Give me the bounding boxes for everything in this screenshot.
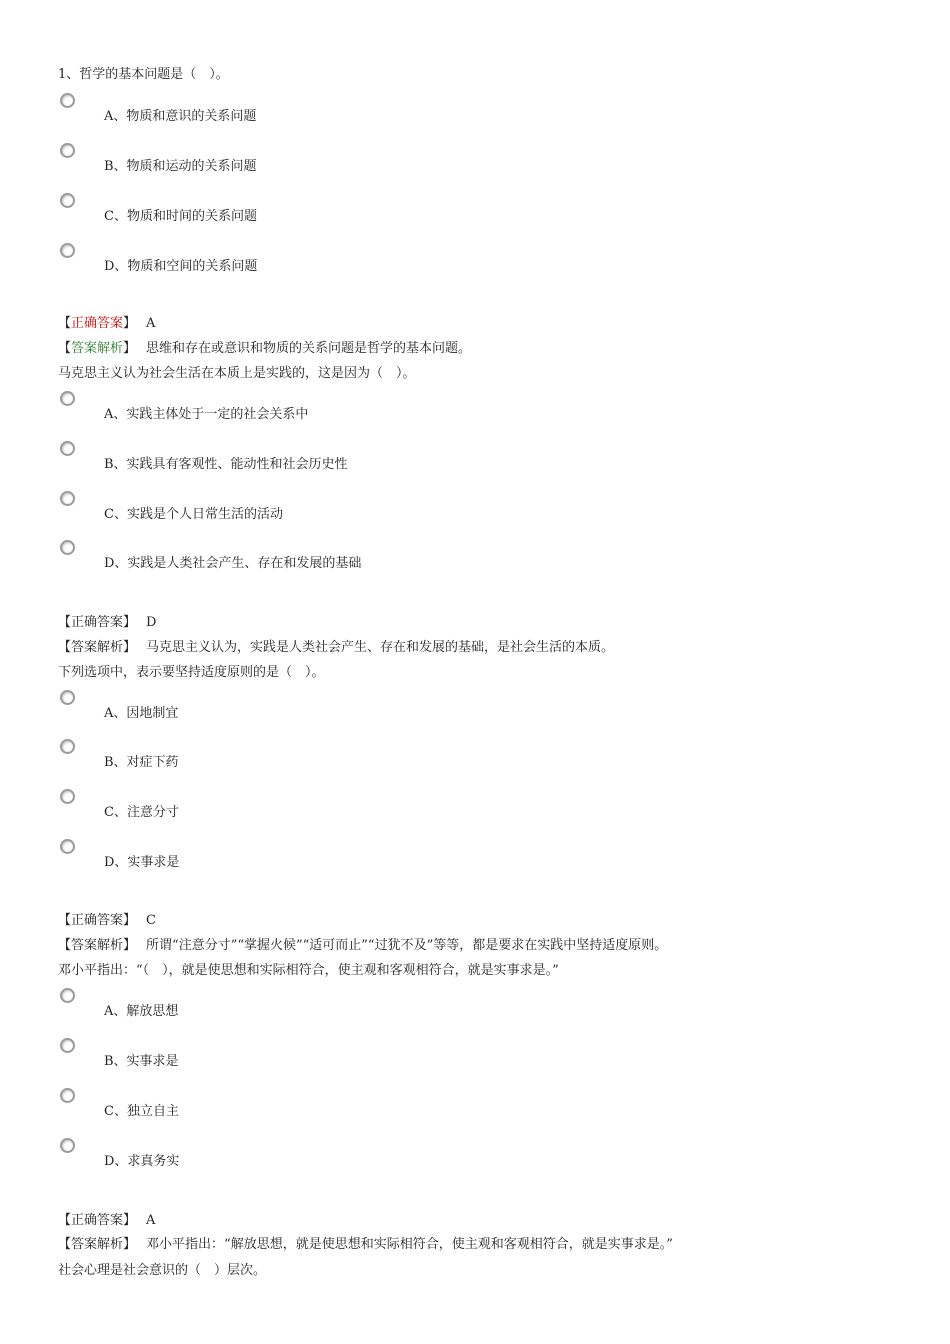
- answer-analysis-tag: 答案解析: [71, 640, 124, 655]
- option-d[interactable]: [58, 839, 758, 879]
- radio-button-icon[interactable]: [60, 193, 75, 208]
- option-c[interactable]: [58, 1088, 758, 1128]
- option-c[interactable]: [58, 491, 758, 531]
- correct-answer-tag: 正确答案: [71, 913, 124, 928]
- option-c[interactable]: [58, 789, 758, 829]
- option-label: C、独立自主: [104, 1104, 179, 1119]
- answer-analysis-tag: 答案解析: [71, 938, 124, 953]
- option-d[interactable]: [58, 540, 758, 580]
- option-label: A、解放思想: [104, 1004, 179, 1019]
- correct-answer-value: C: [146, 913, 156, 928]
- question-text: 1、哲学的基本问题是（ ）。: [58, 67, 229, 82]
- option-label: D、求真务实: [104, 1154, 180, 1169]
- answer-analysis-line: 【答案解析】 马克思主义认为，实践是人类社会产生、存在和发展的基础，是社会生活的本质。: [58, 640, 615, 655]
- radio-button-icon[interactable]: [60, 491, 75, 506]
- option-d[interactable]: [58, 1138, 758, 1178]
- radio-button-icon[interactable]: [60, 540, 75, 555]
- radio-button-icon[interactable]: [60, 739, 75, 754]
- answer-analysis-text: 所谓“注意分寸”“掌握火候”“适可而止”“过犹不及”等等，都是要求在实践中坚持适度原则。: [146, 938, 668, 953]
- radio-button-icon[interactable]: [60, 988, 75, 1003]
- question-text: 邓小平指出：“（ ），就是使思想和实际相符合，使主观和客观相符合，就是实事求是。”: [58, 963, 559, 978]
- radio-button-icon[interactable]: [60, 690, 75, 705]
- option-d[interactable]: [58, 243, 758, 283]
- correct-answer-tag: 正确答案: [71, 316, 124, 331]
- radio-button-icon[interactable]: [60, 143, 75, 158]
- correct-answer-value: A: [146, 316, 156, 331]
- option-a[interactable]: [58, 93, 758, 133]
- radio-button-icon[interactable]: [60, 441, 75, 456]
- option-b[interactable]: [58, 143, 758, 183]
- radio-button-icon[interactable]: [60, 789, 75, 804]
- answer-analysis-text: 思维和存在或意识和物质的关系问题是哲学的基本问题。: [146, 341, 472, 356]
- correct-answer-value: D: [146, 615, 157, 630]
- option-label: C、实践是个人日常生活的活动: [104, 507, 283, 522]
- radio-button-icon[interactable]: [60, 839, 75, 854]
- question-text: 马克思主义认为社会生活在本质上是实践的，这是因为（ ）。: [58, 366, 416, 381]
- correct-answer-line: 【正确答案】 A: [58, 316, 156, 331]
- answer-analysis-text: 马克思主义认为，实践是人类社会产生、存在和发展的基础，是社会生活的本质。: [146, 640, 615, 655]
- answer-analysis-tag: 答案解析: [71, 1237, 124, 1252]
- option-a[interactable]: [58, 690, 758, 730]
- option-label: B、实事求是: [104, 1054, 179, 1069]
- option-b[interactable]: [58, 739, 758, 779]
- option-b[interactable]: [58, 441, 758, 481]
- radio-button-icon[interactable]: [60, 1138, 75, 1153]
- option-label: D、物质和空间的关系问题: [104, 259, 258, 274]
- correct-answer-line: 【正确答案】 D: [58, 615, 157, 630]
- option-a[interactable]: [58, 988, 758, 1028]
- option-label: D、实事求是: [104, 855, 180, 870]
- option-a[interactable]: [58, 391, 758, 431]
- option-label: A、因地制宜: [104, 706, 179, 721]
- radio-button-icon[interactable]: [60, 93, 75, 108]
- question-text: 下列选项中，表示要坚持适度原则的是（ ）。: [58, 665, 325, 680]
- correct-answer-value: A: [146, 1213, 156, 1228]
- correct-answer-line: 【正确答案】 A: [58, 1213, 156, 1228]
- correct-answer-tag: 正确答案: [71, 1213, 124, 1228]
- option-label: C、注意分寸: [104, 805, 179, 820]
- answer-analysis-tag: 答案解析: [71, 341, 124, 356]
- radio-button-icon[interactable]: [60, 391, 75, 406]
- correct-answer-tag: 正确答案: [71, 615, 124, 630]
- option-label: C、物质和时间的关系问题: [104, 209, 257, 224]
- option-b[interactable]: [58, 1038, 758, 1078]
- question-text: 社会心理是社会意识的（ ）层次。: [58, 1263, 267, 1278]
- option-label: A、实践主体处于一定的社会关系中: [104, 407, 309, 422]
- option-label: B、实践具有客观性、能动性和社会历史性: [104, 457, 348, 472]
- answer-analysis-line: 【答案解析】 所谓“注意分寸”“掌握火候”“适可而止”“过犹不及”等等，都是要求在实践中坚持适度原则。: [58, 938, 668, 953]
- answer-analysis-line: 【答案解析】 邓小平指出：“解放思想，就是使思想和实际相符合，使主观和客观相符合，就是实事求是。”: [58, 1237, 673, 1252]
- radio-button-icon[interactable]: [60, 1038, 75, 1053]
- option-label: A、物质和意识的关系问题: [104, 109, 257, 124]
- option-label: D、实践是人类社会产生、存在和发展的基础: [104, 556, 362, 571]
- option-label: B、物质和运动的关系问题: [104, 159, 257, 174]
- option-c[interactable]: [58, 193, 758, 233]
- correct-answer-line: 【正确答案】 C: [58, 913, 156, 928]
- radio-button-icon[interactable]: [60, 243, 75, 258]
- answer-analysis-text: 邓小平指出：“解放思想，就是使思想和实际相符合，使主观和客观相符合，就是实事求是。”: [146, 1237, 673, 1252]
- option-label: B、对症下药: [104, 755, 179, 770]
- answer-analysis-line: 【答案解析】 思维和存在或意识和物质的关系问题是哲学的基本问题。: [58, 341, 472, 356]
- radio-button-icon[interactable]: [60, 1088, 75, 1103]
